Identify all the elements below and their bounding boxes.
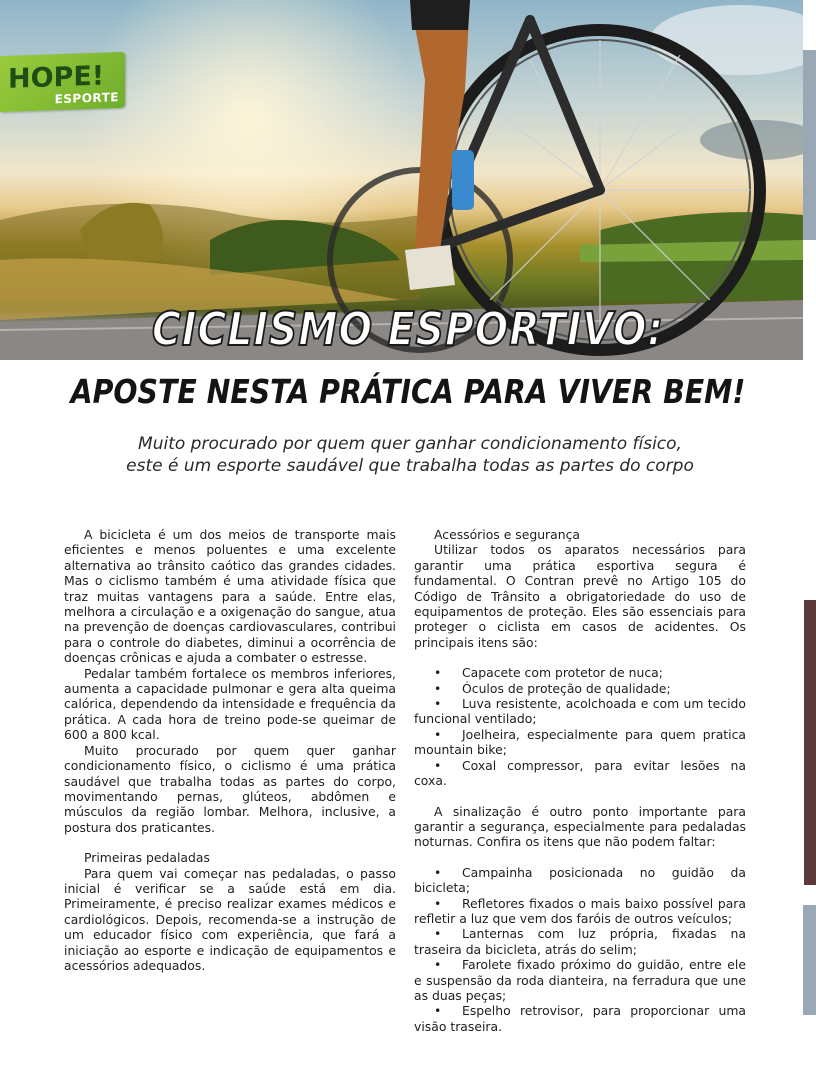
page-edge-strip-mid [804,600,816,885]
safety-items-list [414,665,746,788]
paragraph: Muito procurado por quem quer ganhar condicionamento físico, o ciclismo é uma prática saudável que trabalha todas as partes do corpo, movimentando pernas, glúteos, abdômen e músculos da região lombar. Melhora, inclusive, a postura dos praticantes. [64,742,396,835]
list-item: • Espelho retrovisor, para proporcionar uma visão traseira. [414,1003,746,1034]
list-item: • Coxal compressor, para evitar lesões na coxa. [414,757,746,789]
list-item: • Lanternas com luz própria, fixadas na traseira da bicicleta, atrás do selim; [414,926,746,957]
logo-sub-text: ESPORTE [54,90,119,107]
hope-esporte-logo [0,52,125,112]
paragraph: Para quem vai começar nas pedaladas, o passo inicial é verificar se a saúde está em dia. Primeiramente, é preciso realizar exames médicos e cardiológicos. Depois, recomenda-se a instrução de um educador físico com experiência, que fará a iniciação ao esporte e indicação de equipamentos e acessórios adequados. [64,865,396,973]
spacer [414,850,746,865]
deck-line-1: Muito procurado por quem quer ganhar condicionamento físico, [138,434,682,454]
paragraph: A bicicleta é um dos meios de transporte mais eficientes e menos poluentes e uma excelente alternativa ao trânsito caótico das grandes cidades. Mas o ciclismo também é uma atividade física que traz muitas vantagens para a saúde. Entre elas, melhora a circulação e a oxigenação do sangue, atua na prevenção de doenças cardiovasculares, contribui para o controle do diabetes, diminui a ocorrência de doenças crônicas e ajuda a combater o estresse. [64,527,396,666]
page-edge-strip-bottom [803,905,816,1015]
page-edge-strip-top [803,50,816,240]
logo-main-text: HOPE! [8,60,105,95]
section-heading: Acessórios e segurança [434,527,581,542]
list-item: • Farolete fixado próximo do guidão, entre ele e suspensão da roda dianteira, na ferradura que une as duas peças; [414,957,746,1003]
paragraph: Pedalar também fortalece os membros inferiores, aumenta a capacidade pulmonar e gera alta queima calórica, dependendo da intensidade e frequência da prática. A cada hora de treino pode-se queimar de 600 a 800 kcal. [64,665,396,743]
list-item: • Óculos de proteção de qualidade; [434,680,671,696]
paragraph: A sinalização é outro ponto importante para garantir a segurança, especialmente para pedaladas noturnas. Confira os itens que não podem faltar: [414,803,746,850]
right-column [414,527,746,1034]
headline-subtitle: APOSTE NESTA PRÁTICA PARA VIVER BEM! [70,372,746,411]
list-item: • Joelheira, especialmente para quem pratica mountain bike; [414,726,746,758]
paragraph: Utilizar todos os aparatos necessários para garantir uma prática esportiva segura é fundamental. O Contran prevê no Artigo 105 do Código de Trânsito a obrigatoriedade do uso de equipamentos de proteção. Eles são essenciais para proteger o ciclista em casos de acidentes. Os principais itens são: [414,542,746,650]
article-deck [60,433,760,477]
list-item: • Refletores fixados o mais baixo possível para refletir a luz que vem dos faróis de outros veículos; [414,895,746,926]
left-column [64,527,396,973]
signal-items-list [414,865,746,1034]
list-item: • Capacete com protetor de nuca; [434,665,663,681]
list-item: • Luva resistente, acolchoada e com um tecido funcional ventilado; [414,696,746,727]
deck-line-2: este é um esporte saudável que trabalha todas as partes do corpo [126,456,694,476]
spacer [64,835,396,850]
section-heading: Primeiras pedaladas [84,850,210,866]
list-item: • Campainha posicionada no guidão da bicicleta; [414,864,746,896]
headline-title: CICLISMO ESPORTIVO: [151,302,665,356]
spacer [414,650,746,665]
spacer [414,789,746,804]
